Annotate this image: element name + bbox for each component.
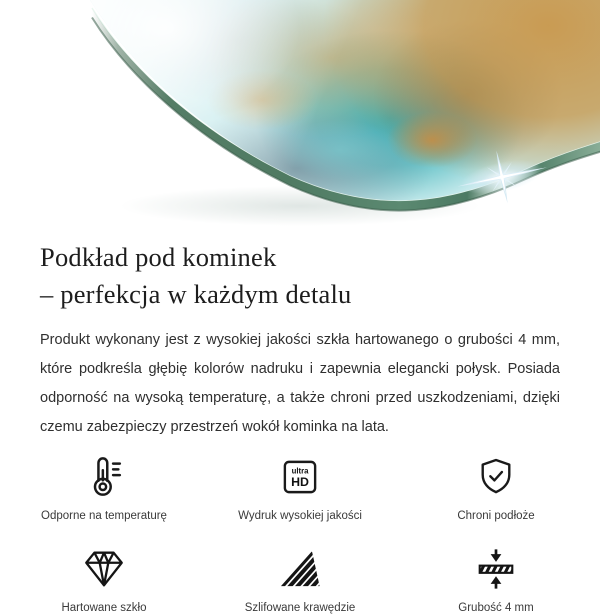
feature-tempered-glass	[6, 544, 202, 614]
feature-label: Grubość 4 mm	[458, 602, 534, 614]
hero-product-image	[0, 0, 600, 235]
feature-temperature	[6, 452, 202, 522]
glass-panel-illustration	[0, 0, 600, 235]
page-title-line2: – perfekcja w każdym detalu	[40, 279, 352, 309]
thickness-icon	[473, 544, 519, 594]
feature-protects-floor	[398, 452, 594, 522]
features-grid	[0, 452, 600, 614]
feature-label: Chroni podłoże	[457, 510, 535, 522]
page-title-line1: Podkład pod kominek	[40, 242, 277, 272]
feature-print-quality	[202, 452, 398, 522]
svg-text:HD: HD	[291, 475, 309, 490]
thermometer-icon	[81, 452, 127, 502]
ultra-hd-icon	[278, 452, 322, 502]
product-description: Produkt wykonany jest z wysokiej jakości szkła hartowanego o grubości 4 mm, które podkreśla głębię kolorów nadruku i zapewnia elegancki połysk. Posiada odporność na wysoką temperaturę, a także chroni przed uszkodzeniami, dzięki czemu zabezpieczy przestrzeń wokół kominka na lata.	[40, 332, 560, 435]
feature-polished-edges	[202, 544, 398, 614]
feature-label: Szlifowane krawędzie	[244, 602, 356, 614]
feature-label: Hartowane szkło	[61, 602, 147, 614]
page-title	[40, 239, 560, 313]
feature-label: Wydruk wysokiej jakości	[238, 510, 362, 522]
svg-text:ultra: ultra	[291, 466, 309, 476]
shield-check-icon	[474, 452, 518, 502]
feature-label: Odporne na temperaturę	[41, 510, 167, 522]
diamond-icon	[81, 544, 127, 594]
polished-edges-icon	[277, 544, 323, 594]
feature-thickness	[398, 544, 594, 614]
